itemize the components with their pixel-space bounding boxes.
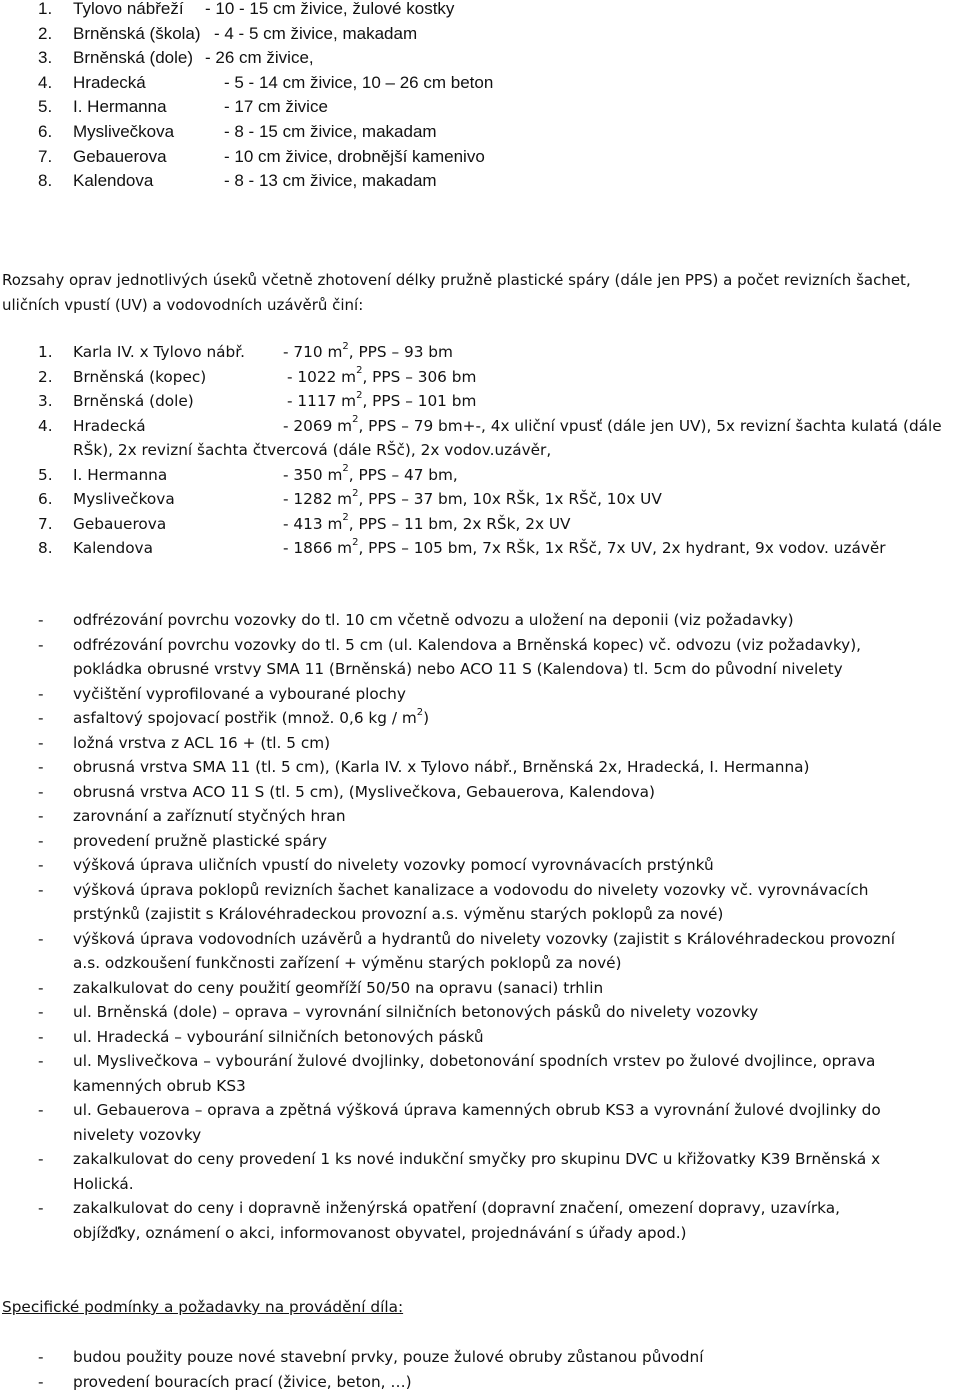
street-name: Karla IV. x Tylovo nábř.: [73, 340, 245, 365]
work-item-continuation: kamenných obrub KS3: [73, 1074, 246, 1099]
list-item: [0, 463, 960, 488]
bullet-dash: -: [38, 731, 44, 756]
list-item: [0, 1098, 960, 1147]
surface-description: - 10 cm živice, drobnější kamenivo: [224, 148, 485, 165]
bullet-dash: -: [38, 1147, 44, 1172]
extent-value: - 1117 $m^2$, PPS – 101 bm: [287, 389, 476, 414]
work-item-text: ul. Gebauerova – oprava a zpětná výšková úprava kamenných obrub KS3 a vyrovnání žulové dvojlinky do: [73, 1098, 881, 1123]
bullet-dash: -: [38, 1196, 44, 1221]
extent-value: - 1866 $m^2$, PPS – 105 bm, 7x RŠk, 1x RŠč, 7x UV, 2x hydrant, 9x vodov. uzávěr: [283, 536, 886, 561]
item-number: 2.: [38, 25, 52, 42]
item-number: 3.: [38, 389, 53, 414]
work-item-text: odfrézování povrchu vozovky do tl. 5 cm (ul. Kalendova a Brněnská kopec) vč. odvozu (viz požadavky),: [73, 633, 861, 658]
street-name: Brněnská (kopec): [73, 365, 206, 390]
work-item-text: provedení pružně plastické spáry: [73, 829, 327, 854]
street-name: Brněnská (dole): [73, 49, 193, 66]
work-item-text: zakalkulovat do ceny použití geomříží 50/50 na opravu (sanaci) trhlin: [73, 976, 603, 1001]
work-item-continuation: nivelety vozovky: [73, 1123, 201, 1148]
work-item-text: ul. Hradecká – vybourání silničních betonových pásků: [73, 1025, 484, 1050]
bullet-dash: -: [38, 878, 44, 903]
list-item: [0, 389, 960, 414]
item-number: 4.: [38, 74, 52, 91]
spec-list: [0, 1345, 960, 1394]
item-number: 1.: [38, 340, 53, 365]
list-item: [0, 340, 960, 365]
street-name: Myslivečkova: [73, 123, 174, 140]
item-number: 8.: [38, 536, 53, 561]
surface-description: - 10 - 15 cm živice, žulové kostky: [205, 0, 454, 17]
extent-value: - 350 $m^2$, PPS – 47 bm,: [283, 463, 458, 488]
list-item: [0, 804, 960, 829]
work-item-text: odfrézování povrchu vozovky do tl. 10 cm včetně odvozu a uložení na deponii (viz požadavky): [73, 608, 794, 633]
extent-value: - 1282 $m^2$, PPS – 37 bm, 10x RŠk, 1x RŠč, 10x UV: [283, 487, 662, 512]
work-item-text: ul. Brněnská (dole) – oprava – vyrovnání silničních betonových pásků do nivelety vozovky: [73, 1000, 758, 1025]
work-item-text: zakalkulovat do ceny provedení 1 ks nové indukční smyčky pro skupinu DVC u křižovatky K39 Brněnská x: [73, 1147, 880, 1172]
work-item-text: ul. Myslivečkova – vybourání žulové dvojlinky, dobetonování spodních vrstev po žulové dvojlince, oprava: [73, 1049, 875, 1074]
list-item: [0, 1196, 960, 1245]
list-item: [0, 780, 960, 805]
item-number: 1.: [38, 0, 52, 17]
work-item-text: ložná vrstva z ACL 16 + (tl. 5 cm): [73, 731, 330, 756]
bullet-dash: -: [38, 1345, 44, 1370]
bullet-dash: -: [38, 804, 44, 829]
list-item: [0, 487, 960, 512]
bullet-dash: -: [38, 927, 44, 952]
bullet-dash: -: [38, 755, 44, 780]
list-item: [0, 706, 960, 731]
bullet-dash: -: [38, 1049, 44, 1074]
bullet-dash: -: [38, 829, 44, 854]
work-item-text: zakalkulovat do ceny i dopravně inženýrská opatření (dopravní značení, omezení dopravy, uzavírka,: [73, 1196, 840, 1221]
work-item-continuation: objížďky, oznámení o akci, informovanost obyvatel, projednávání s úřady apod.): [73, 1221, 687, 1246]
bullet-dash: -: [38, 706, 44, 731]
list-item: [0, 1345, 960, 1370]
work-item-continuation: prstýnků (zajistit s Královéhradeckou provozní a.s. výměnu starých poklopů za nové): [73, 902, 723, 927]
item-number: 8.: [38, 172, 52, 189]
item-number: 7.: [38, 148, 52, 165]
spec-item-text: provedení bouracích prací (živice, beton, …): [73, 1370, 412, 1394]
surface-description: - 8 - 13 cm živice, makadam: [224, 172, 437, 189]
item-number: 3.: [38, 49, 52, 66]
list-item: [0, 536, 960, 561]
list-item: [0, 74, 960, 99]
works-list: [0, 608, 960, 1245]
bullet-dash: -: [38, 853, 44, 878]
item-number: 4.: [38, 414, 53, 439]
list-item: [0, 0, 960, 25]
list-item: [0, 608, 960, 633]
extent-continuation: RŠk), 2x revizní šachta čtvercová (dále RŠč), 2x vodov.uzávěr,: [73, 438, 551, 463]
list-item: [0, 878, 960, 927]
list-item: [0, 682, 960, 707]
street-name: Brněnská (škola): [73, 25, 201, 42]
list-item: [0, 148, 960, 173]
extent-value: - 1022 $m^2$, PPS – 306 bm: [287, 365, 476, 390]
list-item: [0, 98, 960, 123]
street-name: Kalendova: [73, 536, 153, 561]
bullet-dash: -: [38, 682, 44, 707]
street-name: Brněnská (dole): [73, 389, 194, 414]
list-item: [0, 172, 960, 197]
street-name: Hradecká: [73, 74, 146, 91]
item-number: 7.: [38, 512, 53, 537]
street-name: Tylovo nábřeží: [73, 0, 184, 17]
list-item: [0, 414, 960, 463]
street-name: I. Hermanna: [73, 463, 167, 488]
surface-list: [0, 0, 960, 197]
work-item-text: vyčištění vyprofilované a vybourané plochy: [73, 682, 406, 707]
work-item-text: výšková úprava vodovodních uzávěrů a hydrantů do nivelety vozovky (zajistit s Královéhradeckou provozní: [73, 927, 895, 952]
list-item: [0, 976, 960, 1001]
extent-value: - 2069 $m^2$, PPS – 79 bm+-, 4x uliční vpusť (dále jen UV), 5x revizní šachta kulatá (dále: [283, 414, 942, 439]
bullet-dash: -: [38, 1025, 44, 1050]
item-number: 6.: [38, 487, 53, 512]
work-item-text: zarovnání a zaříznutí styčných hran: [73, 804, 346, 829]
list-item: [0, 829, 960, 854]
surface-description: - 17 cm živice: [224, 98, 328, 115]
surface-description: - 5 - 14 cm živice, 10 – 26 cm beton: [224, 74, 493, 91]
surface-description: - 26 cm živice,: [205, 49, 314, 66]
list-item: [0, 25, 960, 50]
bullet-dash: -: [38, 976, 44, 1001]
bullet-dash: -: [38, 608, 44, 633]
list-item: [0, 1147, 960, 1196]
street-name: Gebauerova: [73, 512, 166, 537]
street-name: Gebauerova: [73, 148, 167, 165]
work-item-text: obrusná vrstva ACO 11 S (tl. 5 cm), (Myslivečkova, Gebauerova, Kalendova): [73, 780, 655, 805]
extent-value: - 413 $m^2$, PPS – 11 bm, 2x RŠk, 2x UV: [283, 512, 571, 537]
street-name: Hradecká: [73, 414, 146, 439]
work-item-text: obrusná vrstva SMA 11 (tl. 5 cm), (Karla IV. x Tylovo nábř., Brněnská 2x, Hradecká, I. Hermanna): [73, 755, 810, 780]
list-item: [0, 755, 960, 780]
street-name: I. Hermanna: [73, 98, 167, 115]
spec-item-text: budou použity pouze nové stavební prvky, pouze žulové obruby zůstanou původní: [73, 1345, 703, 1370]
repair-extent-list: [0, 340, 960, 561]
work-item-text: asfaltový spojovací postřik (množ. 0,6 kg / $m^2$): [73, 706, 429, 731]
list-item: [0, 1025, 960, 1050]
work-item-continuation: a.s. odzkoušení funkčnosti zařízení + výměnu starých poklopů za nové): [73, 951, 622, 976]
bullet-dash: -: [38, 1000, 44, 1025]
work-item-continuation: pokládka obrusné vrstvy SMA 11 (Brněnská) nebo ACO 11 S (Kalendova) tl. 5cm do původní nivelety: [73, 657, 843, 682]
list-item: [0, 633, 960, 682]
bullet-dash: -: [38, 633, 44, 658]
list-item: [0, 123, 960, 148]
item-number: 2.: [38, 365, 53, 390]
work-item-text: výšková úprava uličních vpustí do nivelety vozovky pomocí vyrovnávacích prstýnků: [73, 853, 714, 878]
bullet-dash: -: [38, 1098, 44, 1123]
item-number: 5.: [38, 98, 52, 115]
bullet-dash: -: [38, 780, 44, 805]
list-item: [0, 512, 960, 537]
work-item-continuation: Holická.: [73, 1172, 134, 1197]
surface-description: - 4 - 5 cm živice, makadam: [214, 25, 417, 42]
list-item: [0, 1370, 960, 1394]
street-name: Kalendova: [73, 172, 153, 189]
list-item: [0, 1000, 960, 1025]
intro-paragraph: Rozsahy oprav jednotlivých úseků včetně zhotovení délky pružně plastické spáry (dále jen PPS) a počet revizních šachet, uličních vpustí (UV) a vodovodních uzávěrů činí:: [2, 268, 957, 317]
list-item: [0, 49, 960, 74]
section-heading: Specifické podmínky a požadavky na provádění díla:: [2, 1295, 403, 1320]
bullet-dash: -: [38, 1370, 44, 1394]
item-number: 6.: [38, 123, 52, 140]
list-item: [0, 365, 960, 390]
work-item-text: výšková úprava poklopů revizních šachet kanalizace a vodovodu do nivelety vozovky vč. vyrovnávacích: [73, 878, 868, 903]
list-item: [0, 731, 960, 756]
extent-value: - 710 $m^2$, PPS – 93 bm: [283, 340, 453, 365]
list-item: [0, 853, 960, 878]
item-number: 5.: [38, 463, 53, 488]
surface-description: - 8 - 15 cm živice, makadam: [224, 123, 437, 140]
list-item: [0, 1049, 960, 1098]
list-item: [0, 927, 960, 976]
street-name: Myslivečkova: [73, 487, 175, 512]
